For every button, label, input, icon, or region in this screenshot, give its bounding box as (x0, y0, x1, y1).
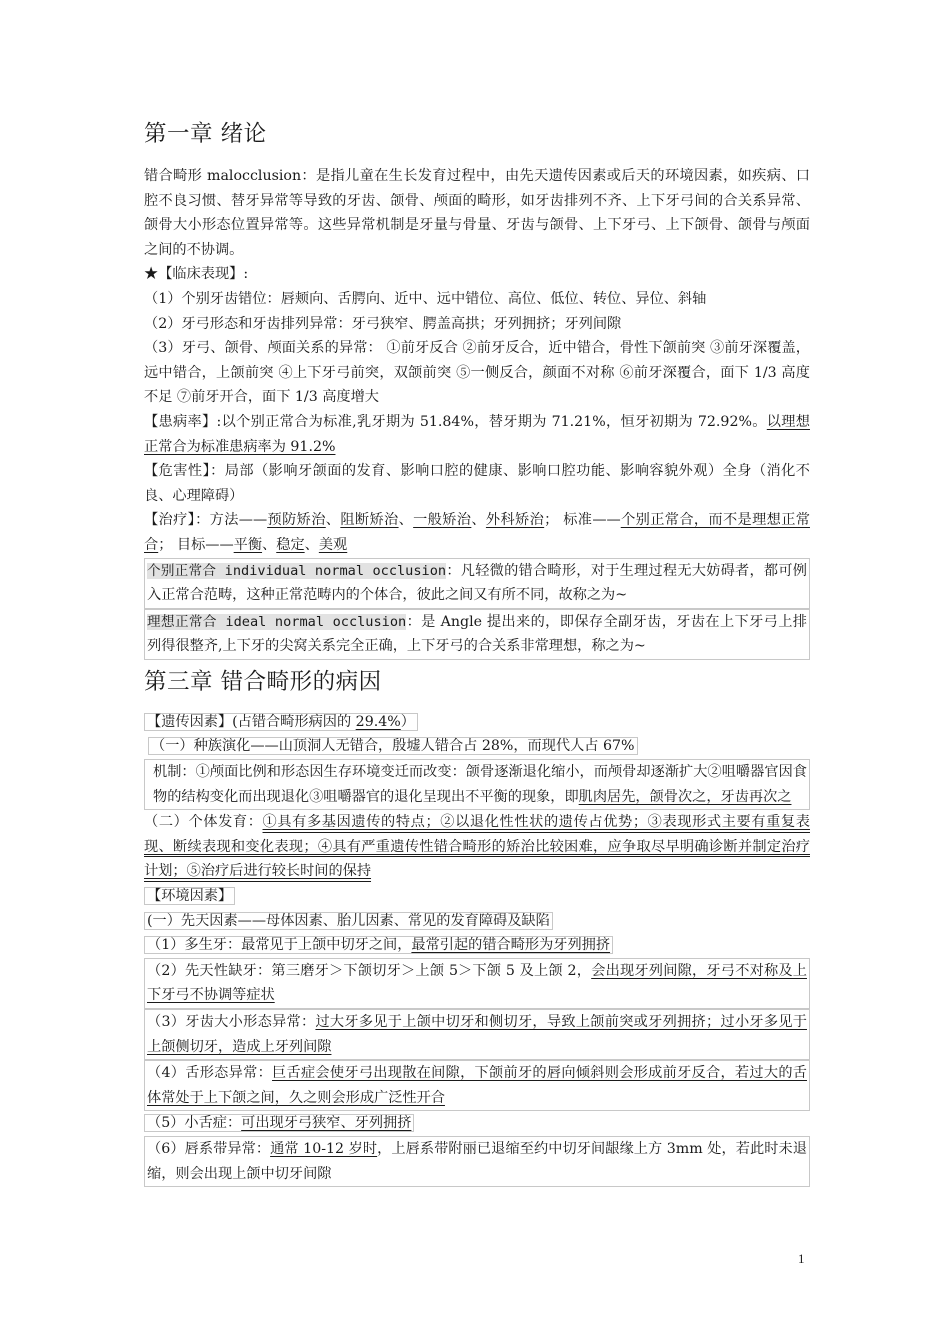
treatment-label: 【治疗】：方法—— (144, 512, 268, 529)
frenum-effect: ，上唇系带附丽已退缩至约中切牙间龈缘上方 3mm 处，若此时未退缩，则会出现上颌中切牙间隙 (147, 1140, 807, 1182)
tongue-label: （4）舌形态异常： (147, 1065, 273, 1082)
frenum-label: （6）唇系带异常： (147, 1140, 271, 1157)
clinical-heading: ★【临床表现】: (144, 266, 249, 283)
genetic-heading (144, 710, 810, 735)
treatment-standard: 个别正常合，而不是理想正常合 (144, 512, 810, 553)
malocclusion-definition: 错合畸形 malocclusion：是指儿童在生长发育过程中，由先天遗传因素或后天的环境因素，如疾病、口腔不良习惯、替牙异常等导致的牙齿、颌骨、颅面的畸形，如牙齿排列不齐、上下牙弓间的合关系异常、颌骨大小形态位置异常等。这些异常机制是牙量与骨量、牙齿与颌骨、上下牙弓、上下颌骨、颌骨与颅面之间的不协调。 (144, 168, 810, 258)
genetic-mechanism (144, 759, 810, 810)
individual-normal-occlusion (144, 558, 810, 609)
treatment-goal-1: 平衡 (233, 536, 263, 553)
clinical-item-3: （3）牙弓、颌骨、颅面关系的异常： ①前牙反合 ②前牙反合，近中错合，骨性下颌前突 ③前牙深覆盖，远中错合，上颌前突 ④上下牙弓前突，双颌前突 ⑤一侧反合，颜面不对称 ⑥前牙深覆合，面下 1/3 高度不足 ⑦前牙开合，面下 1/3 高度增大 (144, 340, 810, 406)
environment-heading-text: 【环境因素】 (144, 887, 235, 905)
ideal-normal-occlusion (144, 609, 810, 660)
tongue-anomaly (144, 1060, 810, 1111)
page-number: 1 (798, 1251, 805, 1266)
microglossia-label: （5）小舌症： (147, 1115, 242, 1132)
microglossia-effect: 可出现牙弓狭窄、牙列拥挤 (241, 1115, 412, 1132)
separator: 、 (262, 536, 277, 553)
treatment-goal-label: ； 目标—— (158, 536, 234, 553)
frenum-age: 通常 10-12 岁时 (270, 1140, 378, 1157)
genetic-mechanism-text: 机制：①颅面比例和形态因生存环境变迁而改变：颌骨逐渐退化缩小，而颅骨却逐渐扩大②咀嚼器官因食物的结构变化而出现退化③咀嚼器官的退化呈现出不平衡的现象，即 (153, 764, 807, 805)
supernumerary-teeth (144, 933, 810, 958)
prevalence-text: 【患病率】:以个别正常合为标准,乳牙期为 51.84%，替牙期为 71.21%，恒牙初期为 72.92%。 (144, 413, 767, 430)
missing-teeth-label: （2）先天性缺牙：第三磨牙＞下颌切牙＞上颌 5＞下颌 5 及上颌 2， (147, 962, 592, 979)
genetic-individual-label: （二）个体发育： (144, 814, 263, 831)
separator: ； (544, 512, 559, 529)
treatment-goal-2: 稳定 (276, 536, 305, 553)
genetic-mechanism-key: 肌肉居先，颌骨次之，牙齿再次之 (578, 788, 792, 805)
harm: 【危害性】：局部（影响牙颌面的发育、影响口腔的健康、影响口腔功能、影响容貌外观）全身（消化不良、心理障碍） (144, 463, 810, 504)
treatment-method-2: 阻断矫治 (340, 512, 399, 529)
separator: 、 (325, 512, 341, 529)
genetic-individual (144, 810, 810, 884)
treatment-goal-3: 美观 (318, 536, 348, 553)
genetic-heading-box (144, 713, 418, 731)
genetic-heading-close: ） (400, 713, 415, 730)
labial-frenum-anomaly (144, 1136, 810, 1187)
treatment-method-1: 预防矫治 (267, 512, 326, 529)
treatment-method-4: 外科矫治 (485, 512, 545, 529)
congenital-missing-teeth (144, 958, 810, 1009)
supernumerary-effect: 最常引起的错合畸形为牙列拥挤 (411, 937, 611, 954)
individual-term: 个别正常合 individual normal occlusion (147, 562, 447, 579)
individual-text: ：凡轻微的错合畸形，对于生理过程无大妨碍者，都可例入正常合范畴，这种正常范畴内的个体合，彼此之间又有所不同，故称之为~ (147, 562, 807, 604)
tooth-size-label: （3）牙齿大小形态异常： (147, 1014, 316, 1030)
clinical-item-2: （2）牙弓形态和牙齿排列异常：牙弓狭窄、腭盖高拱；牙列拥挤；牙列间隙 (144, 315, 622, 332)
chapter1-title: 第一章 绪论 (144, 121, 267, 147)
ideal-term: 理想正常合 ideal normal occlusion (147, 613, 407, 630)
congenital-factors-text: (一）先天因素——母体因素、胎儿因素、常见的发育障碍及缺陷 (144, 912, 553, 930)
separator: 、 (471, 512, 486, 529)
ideal-text: ：是 Angle 提出来的，即保存全副牙齿，牙齿在上下牙弓上排列得很整齐,上下牙的尖窝关系完全正确，上下牙弓的合关系非常理想，称之为~ (147, 613, 807, 655)
separator: 、 (398, 512, 414, 529)
page-content (144, 118, 810, 1187)
congenital-factors (144, 909, 810, 934)
genetic-percent: 29.4% (355, 713, 401, 730)
tooth-size-anomaly (144, 1009, 810, 1060)
genetic-individual-text: ①具有多基因遗传的特点；②以退化性性状的遗传占优势；③表现形式主要有重复表现、断续表现和变化表现；④具有严重遗传性错合畸形的矫治比较困难，应争取尽早明确诊断并制定治疗计划；⑤治疗后进行较长时间的保持 (144, 814, 810, 880)
microglossia (144, 1111, 810, 1136)
tooth-size-effect: 过大牙多见于上颌中切牙和侧切牙，导致上颌前突或牙列拥挤；过小牙多见于上颌侧切牙，造成上牙列间隙 (147, 1014, 807, 1055)
prevalence (144, 410, 810, 459)
environment-heading (144, 884, 810, 909)
treatment-method-3: 一般矫治 (413, 512, 472, 529)
prevalence-ideal: 以理想正常合为标准患病率为 91.2% (144, 413, 810, 455)
separator: 、 (304, 536, 319, 553)
chapter3-title: 第三章 错合畸形的病因 (144, 668, 382, 695)
genetic-evolution (144, 734, 810, 759)
treatment-standard-label: 标准—— (558, 512, 621, 529)
clinical-item-1: （1）个别牙齿错位：唇颊向、舌腭向、近中、远中错位、高位、低位、转位、异位、斜轴 (144, 290, 707, 307)
supernumerary-label: （1）多生牙：最常见于上颌中切牙之间， (147, 937, 412, 954)
genetic-evolution-text: （一）种族演化——山顶洞人无错合，殷墟人错合占 28%，而现代人占 67% (148, 737, 638, 755)
genetic-heading-text: 【遗传因素】(占错合畸形病因的 (147, 713, 356, 730)
missing-teeth-effect: 会出现牙列间隙，牙弓不对称及上下牙弓不协调等症状 (147, 962, 807, 1004)
treatment (144, 508, 810, 557)
tongue-effect: 巨舌症会使牙弓出现散在间隙，下颌前牙的唇向倾斜则会形成前牙反合，若过大的舌体常处于上下颌之间，久之则会形成广泛性开合 (147, 1065, 807, 1106)
